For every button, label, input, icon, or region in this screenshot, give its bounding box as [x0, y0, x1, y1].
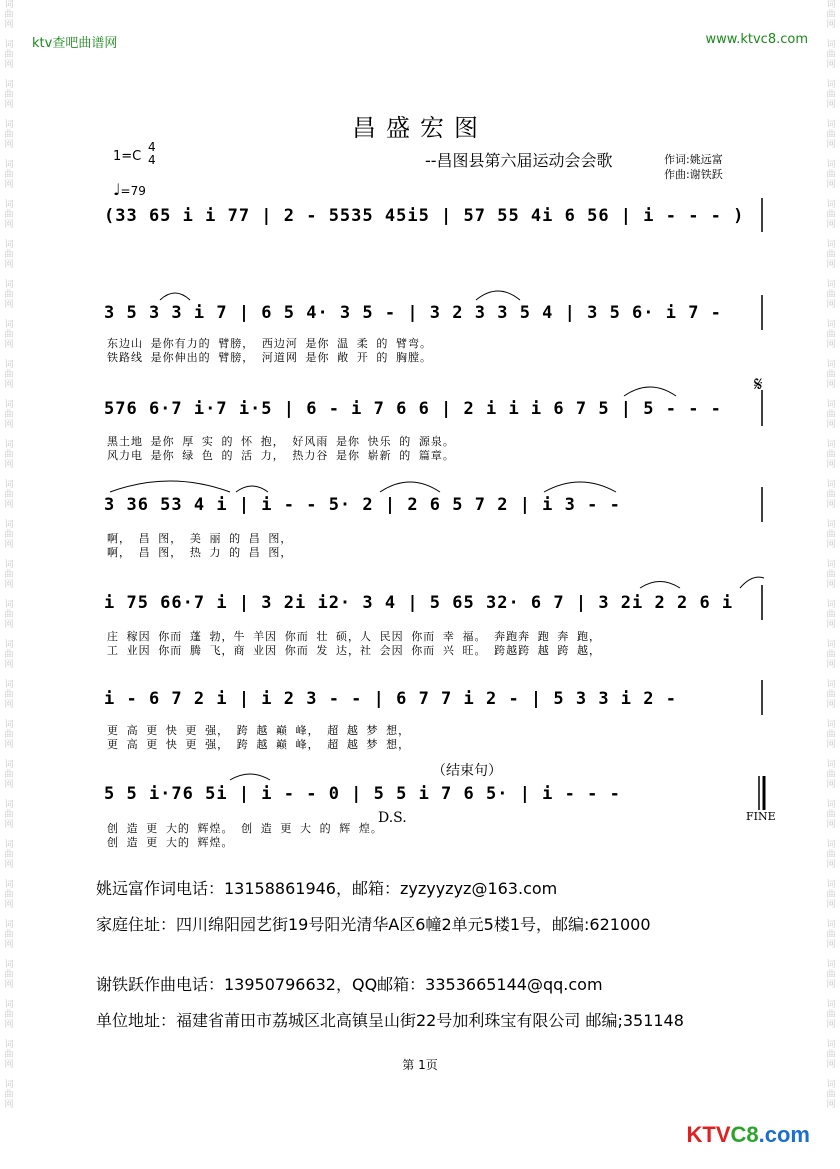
watermark-right: 词 曲 网 词 曲 网 词 曲 网 词 曲 网 词 曲 网 词 曲 网 词 曲 网 词 曲 网 词 曲 网 词 曲 网 词 曲 网 词 曲 网 词 曲 网 词 曲 网 词 曲 网 词 曲 网 词 曲 网 词 曲 网 词 曲 网 词 曲 网 词 曲 网 词 曲 网 词 曲 网 词 曲 网 词 曲 网 词 曲 网 词 曲 网 词 曲 网	[826, 0, 836, 1110]
lyric-line-6a: 更 高 更 快 更 强， 跨 越 巅 峰， 超 越 梦 想，	[107, 724, 411, 737]
ending-label: （结束句）	[432, 763, 502, 779]
fine-label: FINE	[746, 810, 776, 823]
logo-part-c: .com	[758, 1122, 810, 1147]
song-subtitle: --昌图县第六届运动会会歌	[425, 151, 613, 170]
time-bottom: 4	[148, 153, 156, 167]
lyric-line-7a: 创 造 更 大的 辉煌。 创 造 更 大 的 辉 煌。	[107, 822, 383, 835]
lyric-line-2a: 东边山 是你有力的 臂膀， 西边河 是你 温 柔 的 臂弯。	[107, 337, 432, 350]
lyric-line-2b: 铁路线 是你伸出的 臂膀， 河道网 是你 敞 开 的 胸膛。	[107, 351, 432, 364]
lyric-line-3a: 黑土地 是你 厚 实 的 怀 抱， 好风雨 是你 快乐 的 源泉。	[107, 435, 455, 448]
tempo-marking	[113, 180, 146, 199]
logo-part-b: C8	[730, 1122, 759, 1147]
logo-part-a: KTV	[686, 1122, 731, 1147]
lyric-line-3b: 风力电 是你 绿 色 的 活 力， 热力谷 是你 崭新 的 篇章。	[107, 449, 455, 462]
lyric-line-4b: 啊， 昌 图， 热 力 的 昌 图，	[107, 546, 293, 559]
composer-contact: 谢铁跃作曲电话：13950796632，QQ邮箱：3353665144@qq.com	[96, 975, 603, 994]
time-signature	[148, 141, 156, 167]
score-line-1: (33 65 i i 77 | 2 - 5535 45i5 | 57 55 4i 6 56 | i - - - )	[104, 206, 745, 226]
segno-icon: 𝄋	[754, 372, 763, 396]
tempo-value: =79	[120, 184, 146, 198]
page-number: 第 1页	[402, 1058, 438, 1072]
lyricist-contact: 姚远富作词电话：13158861946，邮箱：zyzyyzyz@163.com	[96, 879, 558, 898]
score-line-7: 5 5 i·76 5i | i - - 0 | 5 5 i 7 6 5· | i - - -	[104, 784, 621, 804]
credits	[664, 152, 723, 182]
lyric-line-5a: 庄 稼因 你而 蓬 勃，牛 羊因 你而 壮 硕，人 民因 你而 幸 福。 奔跑奔 跑 奔 跑，	[107, 630, 601, 643]
lyric-line-6b: 更 高 更 快 更 强， 跨 越 巅 峰， 超 越 梦 想，	[107, 738, 411, 751]
lyric-line-4a: 啊， 昌 图， 美 丽 的 昌 图，	[107, 532, 293, 545]
site-url-right[interactable]: www.ktvc8.com	[705, 32, 808, 47]
composer-credit: 作曲:谢铁跃	[664, 168, 723, 181]
site-name-left[interactable]: ktv查吧曲谱网	[32, 36, 118, 51]
song-title: 昌盛宏图	[352, 114, 488, 142]
lyricist-credit: 作词:姚远富	[664, 153, 723, 166]
lyric-line-7b: 创 造 更 大的 辉煌。	[107, 836, 234, 849]
score-line-3: 576 6·7 i·7 i·5 | 6 - i 7 6 6 | 2 i i i 6 7 5 | 5 - - -	[104, 399, 722, 419]
score-line-4: 3 36 53 4 i | i - - 5· 2 | 2 6 5 7 2 | i 3 - -	[104, 495, 621, 515]
quarter-note-icon: ♩	[113, 180, 121, 199]
watermark-left: 词 曲 网 词 曲 网 词 曲 网 词 曲 网 词 曲 网 词 曲 网 词 曲 网 词 曲 网 词 曲 网 词 曲 网 词 曲 网 词 曲 网 词 曲 网 词 曲 网 词 曲 网 词 曲 网 词 曲 网 词 曲 网 词 曲 网 词 曲 网 词 曲 网 词 曲 网 词 曲 网 词 曲 网 词 曲 网 词 曲 网 词 曲 网 词 曲 网	[4, 0, 14, 1110]
lyricist-address: 家庭住址：四川绵阳园艺街19号阳光清华A区6幢2单元5楼1号，邮编:621000	[96, 915, 651, 934]
score-line-6: i - 6 7 2 i | i 2 3 - - | 6 7 7 i 2 - | 5 3 3 i 2 -	[104, 689, 677, 709]
ds-label: D.S.	[378, 810, 407, 826]
time-top: 4	[148, 140, 156, 154]
site-logo[interactable]	[687, 1122, 810, 1148]
score-line-5: i 75 66·7 i | 3 2i i2· 3 4 | 5 65 32· 6 7 | 3 2i 2 2 6 i	[104, 593, 734, 613]
lyric-line-5b: 工 业因 你而 腾 飞，商 业因 你而 发 达，社 会因 你而 兴 旺。 跨越跨 越 跨 越，	[107, 644, 601, 657]
key-signature: 1=C	[113, 149, 142, 164]
composer-address: 单位地址：福建省莆田市荔城区北高镇呈山街22号加利珠宝有限公司 邮编;351148	[96, 1011, 684, 1030]
score-line-2: 3 5 3 3 i 7 | 6 5 4· 3 5 - | 3 2 3 3 5 4 | 3 5 6· i 7 -	[104, 303, 722, 323]
